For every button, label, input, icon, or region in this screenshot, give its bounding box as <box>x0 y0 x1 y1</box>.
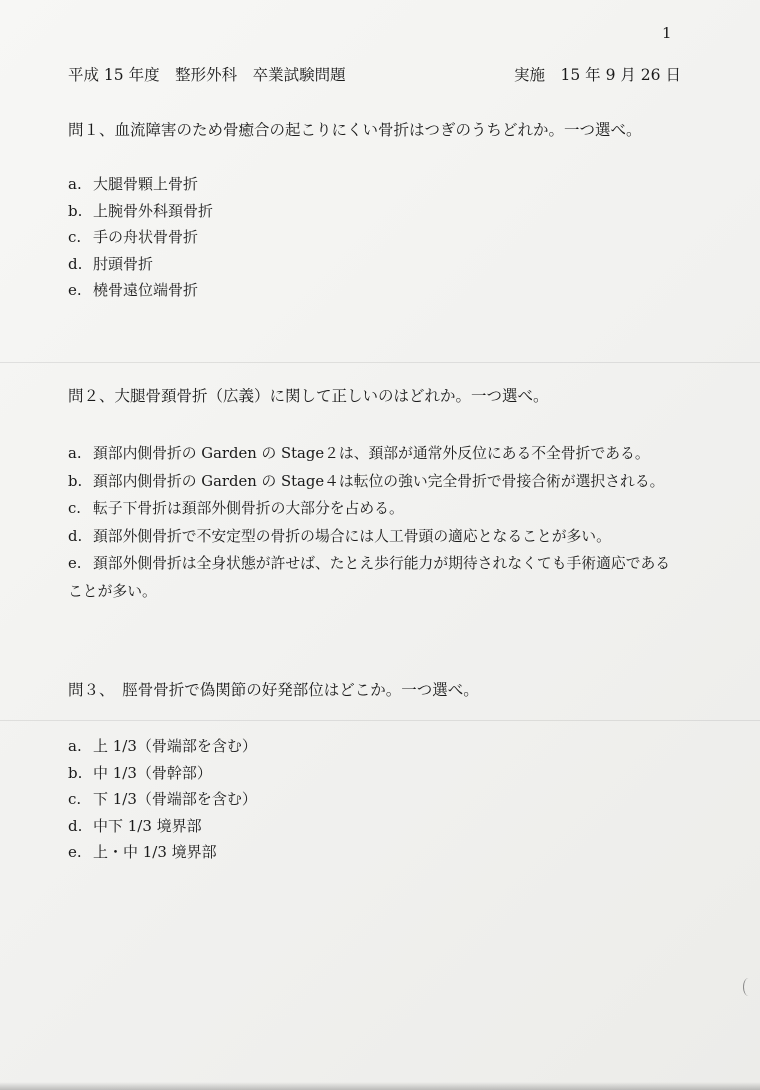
option-letter: b. <box>68 201 83 220</box>
paper-edge-mark <box>743 978 754 996</box>
option-text: 頚部外側骨折で不安定型の骨折の場合には人工骨頭の適応となることが多い。 <box>93 527 611 545</box>
option-e <box>68 550 673 605</box>
paper-fold-line <box>0 362 760 363</box>
option-b <box>68 468 688 496</box>
option-list <box>68 733 688 866</box>
exam-title: 平成 15 年度 整形外科 卒業試験問題 <box>68 66 346 84</box>
option-d <box>68 813 688 840</box>
question-text: 問２、大腿骨頚骨折（広義）に関して正しいのはどれか。一つ選べ。 <box>68 387 549 405</box>
option-c <box>68 495 688 523</box>
option-letter: b. <box>68 763 83 782</box>
question-3 <box>68 679 688 866</box>
option-d <box>68 251 688 278</box>
option-e <box>68 277 688 304</box>
option-text: 転子下骨折は頚部外側骨折の大部分を占める。 <box>93 500 404 517</box>
option-a <box>68 440 688 468</box>
option-letter: a. <box>68 445 82 462</box>
exam-date: 実施 15 年 9 月 26 日 <box>514 66 681 84</box>
option-text: 手の舟状骨骨折 <box>93 228 199 246</box>
option-text: 上 1/3（骨端部を含む） <box>93 737 257 755</box>
option-letter: e. <box>68 555 82 572</box>
option-text: 中 1/3（骨幹部） <box>93 763 212 782</box>
option-b <box>68 198 688 225</box>
option-list <box>68 171 688 304</box>
option-d <box>68 523 688 551</box>
option-e <box>68 839 688 866</box>
option-text: 中下 1/3 境界部 <box>93 816 202 835</box>
option-letter: b. <box>68 472 83 490</box>
option-text: 頚部内側骨折の Garden の Stage２は、頚部が通常外反位にある不全骨折である。 <box>93 445 650 462</box>
question-2 <box>68 385 688 605</box>
question-text: 問３、 脛骨骨折で偽関節の好発部位はどこか。一つ選べ。 <box>68 681 479 699</box>
scan-shadow <box>0 1082 760 1090</box>
option-list <box>68 440 688 605</box>
option-a <box>68 733 688 760</box>
question-1 <box>68 119 688 304</box>
option-text: 上・中 1/3 境界部 <box>93 843 217 861</box>
option-letter: a. <box>68 175 82 193</box>
option-text: 下 1/3（骨端部を含む） <box>93 790 257 808</box>
option-letter: d. <box>68 254 83 273</box>
option-letter: e. <box>68 843 82 861</box>
option-text: 肘頭骨折 <box>93 254 154 273</box>
option-text: 頚部外側骨折は全身状態が許せば、たとえ歩行能力が期待されなくても手術適応であることが多い。 <box>68 555 671 600</box>
option-c <box>68 224 688 251</box>
option-text: 上腕骨外科頚骨折 <box>93 201 214 220</box>
question-text: 問１、血流障害のため骨癒合の起こりにくい骨折はつぎのうちどれか。一つ選べ。 <box>68 121 642 139</box>
option-text: 頚部内側骨折の Garden の Stage４は転位の強い完全骨折で骨接合術が選択される。 <box>93 472 665 490</box>
option-c <box>68 786 688 813</box>
option-a <box>68 171 688 198</box>
option-letter: d. <box>68 527 83 545</box>
option-text: 橈骨遠位端骨折 <box>93 281 199 299</box>
option-letter: c. <box>68 500 81 517</box>
option-letter: c. <box>68 790 82 808</box>
option-letter: a. <box>68 737 82 755</box>
page-number: 1 <box>662 24 672 42</box>
option-text: 大腿骨顆上骨折 <box>93 175 199 193</box>
option-b <box>68 760 688 787</box>
option-letter: c. <box>68 228 82 246</box>
option-letter: e. <box>68 281 82 299</box>
option-letter: d. <box>68 816 83 835</box>
